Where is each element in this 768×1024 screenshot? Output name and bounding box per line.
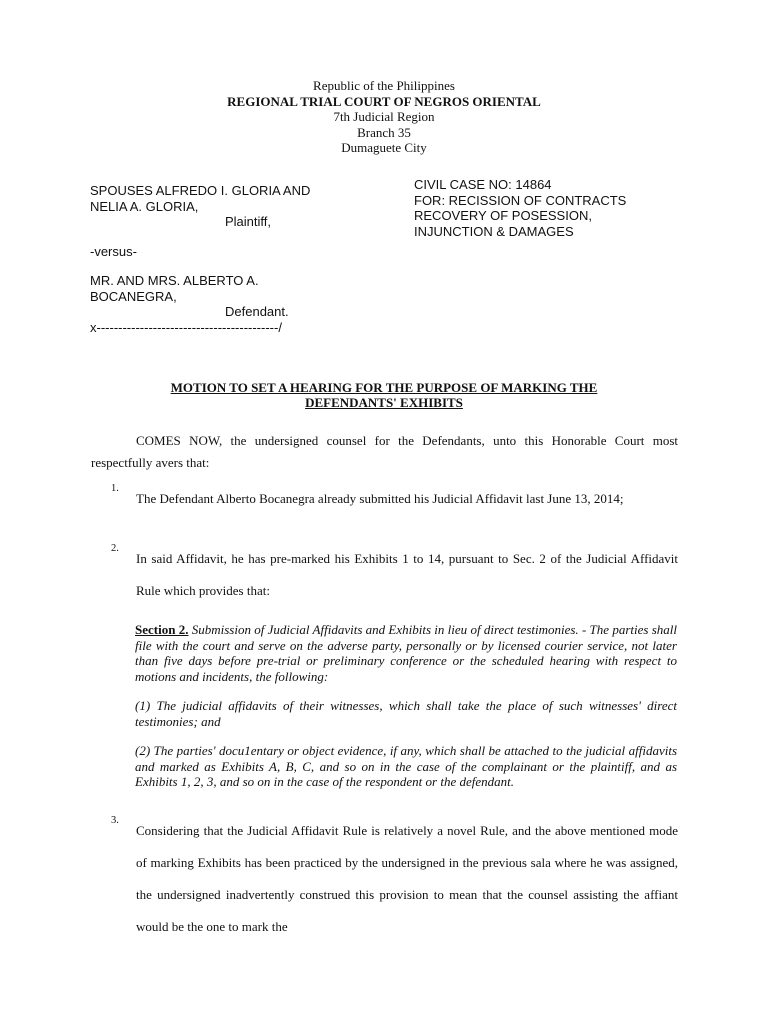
quoted-section-2: [135, 622, 677, 684]
motion-title: [0, 380, 768, 410]
defendant-name-line-1: MR. AND MRS. ALBERTO A.: [90, 273, 259, 288]
plaintiff-name-line-1: SPOUSES ALFREDO I. GLORIA AND: [90, 183, 311, 198]
case-caption-parties: [90, 183, 390, 335]
paragraph-number: 3.: [111, 815, 119, 826]
numbered-paragraph-3: [91, 815, 678, 943]
quoted-clause-2: (2) The parties' docu1entary or object evidence, if any, which shall be attached to the judicial affidavits and marked as Exhibits A, B, C, and so on in the case of the complainant or the plaintiff, and as Exhibits 1, 2, 3, and so on in the case of the respondent or the defendant.: [135, 743, 677, 789]
case-nature-line-1: FOR: RECISSION OF CONTRACTS: [414, 192, 627, 208]
caption-separator: x------------------------------------------/: [90, 319, 282, 335]
intro-paragraph: COMES NOW, the undersigned counsel for the Defendants, unto this Honorable Court most respectfully avers that:: [91, 433, 678, 470]
versus: -versus-: [90, 243, 137, 259]
case-nature-line-3: INJUNCTION & DAMAGES: [414, 223, 574, 239]
section-text: Submission of Judicial Affidavits and Exhibits in lieu of direct testimonies. - The parties shall file with the court and serve on the adverse party, personally or by licensed courier service, not later than five days before pre-trial or preliminary conference or the scheduled hearing with respect to motions and incidents, the following:: [135, 622, 677, 684]
quoted-clause-1: (1) The judicial affidavits of their witnesses, which shall take the place of such witnesses' direct testimonies; and: [135, 698, 677, 729]
republic-line: Republic of the Philippines: [313, 78, 455, 93]
case-number: CIVIL CASE NO: 14864: [414, 177, 552, 192]
paragraph-number: 1.: [111, 483, 119, 494]
motion-title-line-2: DEFENDANTS' EXHIBITS: [305, 395, 463, 410]
case-nature-line-2: RECOVERY OF POSESSION,: [414, 208, 592, 223]
motion-title-line-1: MOTION TO SET A HEARING FOR THE PURPOSE OF MARKING THE: [170, 380, 598, 395]
case-info: [414, 177, 714, 239]
paragraph-text: Considering that the Judicial Affidavit Rule is relatively a novel Rule, and the above mentioned mode of marking Exhibits has been practiced by the undersigned in the previous sala where he was assigned, the undersigned inadvertently construed this provision to mean that the counsel assisting the affiant would be the one to mark the: [136, 823, 678, 934]
numbered-paragraph-2: [91, 543, 678, 607]
court-name: REGIONAL TRIAL COURT OF NEGROS ORIENTAL: [227, 93, 541, 109]
paragraph-text: In said Affidavit, he has pre-marked his Exhibits 1 to 14, pursuant to Sec. 2 of the Judicial Affidavit Rule which provides that:: [136, 551, 678, 598]
section-label: Section 2.: [135, 622, 189, 637]
court-header: [0, 78, 768, 156]
judicial-region: 7th Judicial Region: [333, 109, 435, 124]
paragraph-text: The Defendant Alberto Bocanegra already submitted his Judicial Affidavit last June 13, 2014;: [136, 491, 624, 506]
plaintiff-role: Plaintiff,: [225, 214, 272, 229]
defendant-role: Defendant.: [225, 304, 289, 319]
branch: Branch 35: [357, 124, 411, 140]
numbered-paragraph-1: [91, 483, 678, 515]
plaintiff-name-line-2: NELIA A. GLORIA,: [90, 198, 199, 214]
defendant-name-line-2: BOCANEGRA,: [90, 288, 177, 304]
paragraph-number: 2.: [111, 543, 119, 554]
city: Dumaguete City: [341, 140, 427, 155]
